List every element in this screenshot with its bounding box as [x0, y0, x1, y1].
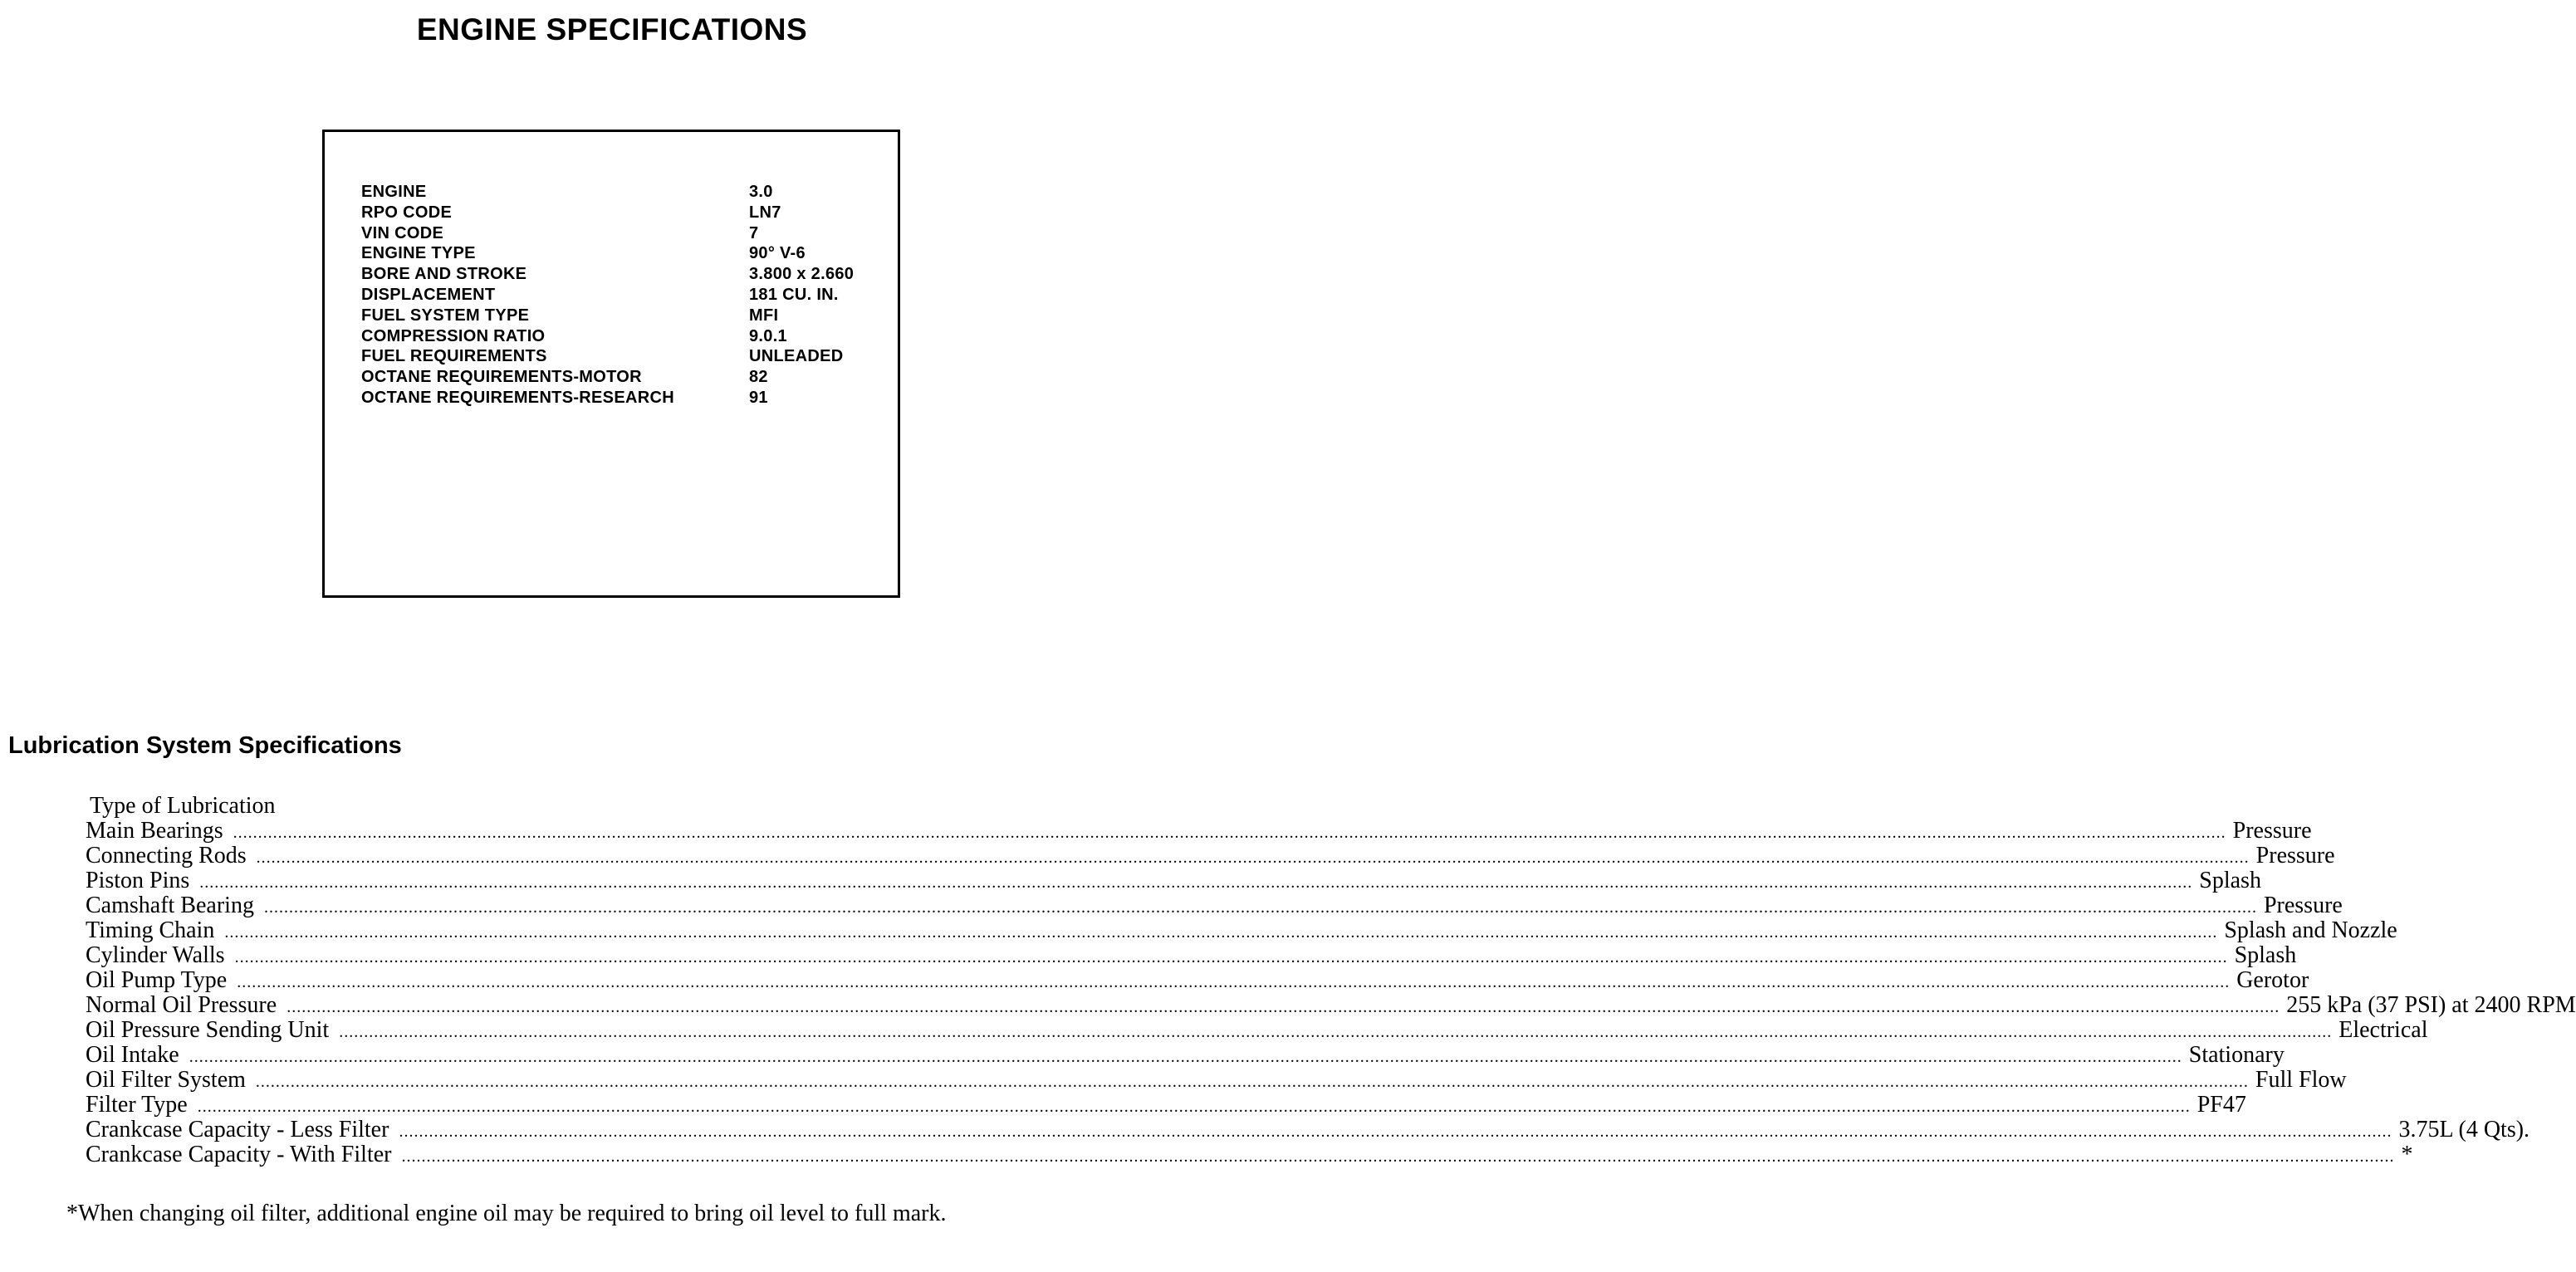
spec-row: [361, 243, 876, 264]
lubrication-label: Oil Pressure Sending Unit: [86, 1017, 330, 1043]
lubrication-value: Pressure: [2255, 843, 2335, 868]
lubrication-value: Pressure: [2263, 893, 2343, 918]
lubrication-label: Piston Pins: [86, 868, 190, 893]
dot-leader: ................................................................................................................................................................................................................................................................................................................................................................................................................: [197, 1098, 2191, 1116]
lubrication-row: [86, 1016, 2428, 1043]
lubrication-value: Splash and Nozzle: [2224, 917, 2397, 943]
lubrication-row: [86, 1116, 2530, 1142]
spec-value: 82: [749, 368, 768, 387]
spec-label: FUEL SYSTEM TYPE: [361, 306, 530, 325]
lubrication-label: Oil Filter System: [86, 1067, 246, 1093]
dot-leader: ................................................................................................................................................................................................................................................................................................................................................................................................................: [339, 1023, 2333, 1041]
dot-leader: ................................................................................................................................................................................................................................................................................................................................................................................................................: [237, 973, 2231, 991]
spec-row: [361, 223, 876, 244]
spec-value: 9.0.1: [749, 326, 787, 345]
spec-value: 3.0: [749, 183, 773, 201]
lubrication-value: Full Flow: [2255, 1067, 2347, 1093]
engine-spec-list: [361, 182, 876, 409]
lubrication-row: [86, 1041, 2285, 1068]
spec-label: RPO CODE: [361, 203, 453, 222]
lubrication-value: Splash: [2199, 868, 2261, 893]
spec-row: [361, 264, 876, 285]
lubrication-label: Crankcase Capacity - Less Filter: [86, 1117, 389, 1142]
dot-leader: ................................................................................................................................................................................................................................................................................................................................................................................................................: [199, 873, 2193, 892]
lubrication-value: Gerotor: [2236, 967, 2309, 993]
dot-leader: ................................................................................................................................................................................................................................................................................................................................................................................................................: [401, 1147, 2395, 1166]
lubrication-label: Main Bearings: [86, 818, 223, 844]
lubrication-value: Electrical: [2338, 1017, 2428, 1043]
spec-label: OCTANE REQUIREMENTS-RESEARCH: [361, 388, 674, 407]
lubrication-value: 255 kPa (37 PSI) at 2400 RPM: [2286, 992, 2576, 1018]
spec-row: [361, 203, 876, 223]
dot-leader: ................................................................................................................................................................................................................................................................................................................................................................................................................: [224, 923, 2218, 942]
lubrication-row: [86, 991, 2576, 1018]
spec-value: 90° V-6: [749, 244, 806, 263]
spec-label: BORE AND STROKE: [361, 265, 527, 284]
dot-leader: ................................................................................................................................................................................................................................................................................................................................................................................................................: [233, 824, 2226, 842]
lubrication-label: Oil Pump Type: [86, 967, 228, 993]
lubrication-label: Filter Type: [86, 1092, 188, 1118]
dot-leader: ................................................................................................................................................................................................................................................................................................................................................................................................................: [234, 948, 2228, 966]
page-title: ENGINE SPECIFICATIONS: [416, 12, 808, 46]
lubrication-intro: Type of Lubrication: [90, 793, 276, 819]
spec-label: ENGINE: [361, 183, 427, 201]
spec-value: UNLEADED: [749, 347, 844, 366]
spec-row: [361, 306, 876, 326]
lubrication-row: [86, 842, 2335, 868]
engine-spec-box: [322, 130, 900, 598]
spec-label: VIN CODE: [361, 223, 444, 242]
dot-leader: ................................................................................................................................................................................................................................................................................................................................................................................................................: [256, 849, 2250, 867]
dot-leader: ................................................................................................................................................................................................................................................................................................................................................................................................................: [286, 998, 2280, 1016]
spec-label: FUEL REQUIREMENTS: [361, 347, 547, 366]
spec-row: [361, 346, 876, 367]
spec-row: [361, 285, 876, 306]
lubrication-label: Oil Intake: [86, 1042, 179, 1068]
lubrication-label: Crankcase Capacity - With Filter: [86, 1142, 392, 1167]
lubrication-row: [86, 1141, 2413, 1167]
spec-value: 91: [749, 388, 768, 407]
spec-value: 181 CU. IN.: [749, 285, 839, 304]
spec-value: MFI: [749, 306, 779, 325]
lubrication-label: Normal Oil Pressure: [86, 992, 277, 1018]
spec-row: [361, 388, 876, 409]
spec-label: DISPLACEMENT: [361, 285, 496, 304]
lubrication-row: [86, 942, 2297, 968]
spec-label: ENGINE TYPE: [361, 244, 476, 263]
lubrication-value: Splash: [2234, 942, 2297, 968]
spec-row: [361, 182, 876, 203]
lubrication-value: *: [2401, 1142, 2413, 1167]
dot-leader: ................................................................................................................................................................................................................................................................................................................................................................................................................: [399, 1123, 2392, 1141]
lubrication-row: [86, 817, 2312, 844]
dot-leader: ................................................................................................................................................................................................................................................................................................................................................................................................................: [189, 1048, 2182, 1066]
lubrication-value: Pressure: [2232, 818, 2312, 844]
lubrication-row: [86, 1066, 2347, 1093]
spec-row: [361, 367, 876, 388]
spec-row: [361, 326, 876, 347]
lubrication-row: [86, 892, 2343, 918]
lubrication-label: Camshaft Bearing: [86, 893, 254, 918]
spec-value: LN7: [749, 203, 781, 222]
spec-value: 3.800 x 2.660: [749, 265, 855, 284]
footnote: *When changing oil filter, additional engine oil may be required to bring oil level to full mark.: [66, 1201, 947, 1226]
lubrication-value: 3.75L (4 Qts).: [2398, 1117, 2530, 1142]
spec-label: COMPRESSION RATIO: [361, 326, 546, 345]
dot-leader: ................................................................................................................................................................................................................................................................................................................................................................................................................: [263, 898, 2257, 917]
lubrication-heading: Lubrication System Specifications: [8, 732, 402, 759]
lubrication-label: Cylinder Walls: [86, 942, 225, 968]
spec-value: 7: [749, 223, 759, 242]
lubrication-row: [86, 1091, 2246, 1118]
lubrication-label: Connecting Rods: [86, 843, 247, 868]
dot-leader: ................................................................................................................................................................................................................................................................................................................................................................................................................: [255, 1073, 2249, 1091]
lubrication-label: Timing Chain: [86, 917, 215, 943]
lubrication-list: [86, 792, 2576, 1167]
lubrication-row: [86, 966, 2309, 993]
lubrication-row: [86, 917, 2397, 943]
lubrication-row: [86, 867, 2261, 893]
lubrication-value: Stationary: [2188, 1042, 2285, 1068]
lubrication-value: PF47: [2196, 1092, 2246, 1118]
spec-label: OCTANE REQUIREMENTS-MOTOR: [361, 368, 642, 387]
